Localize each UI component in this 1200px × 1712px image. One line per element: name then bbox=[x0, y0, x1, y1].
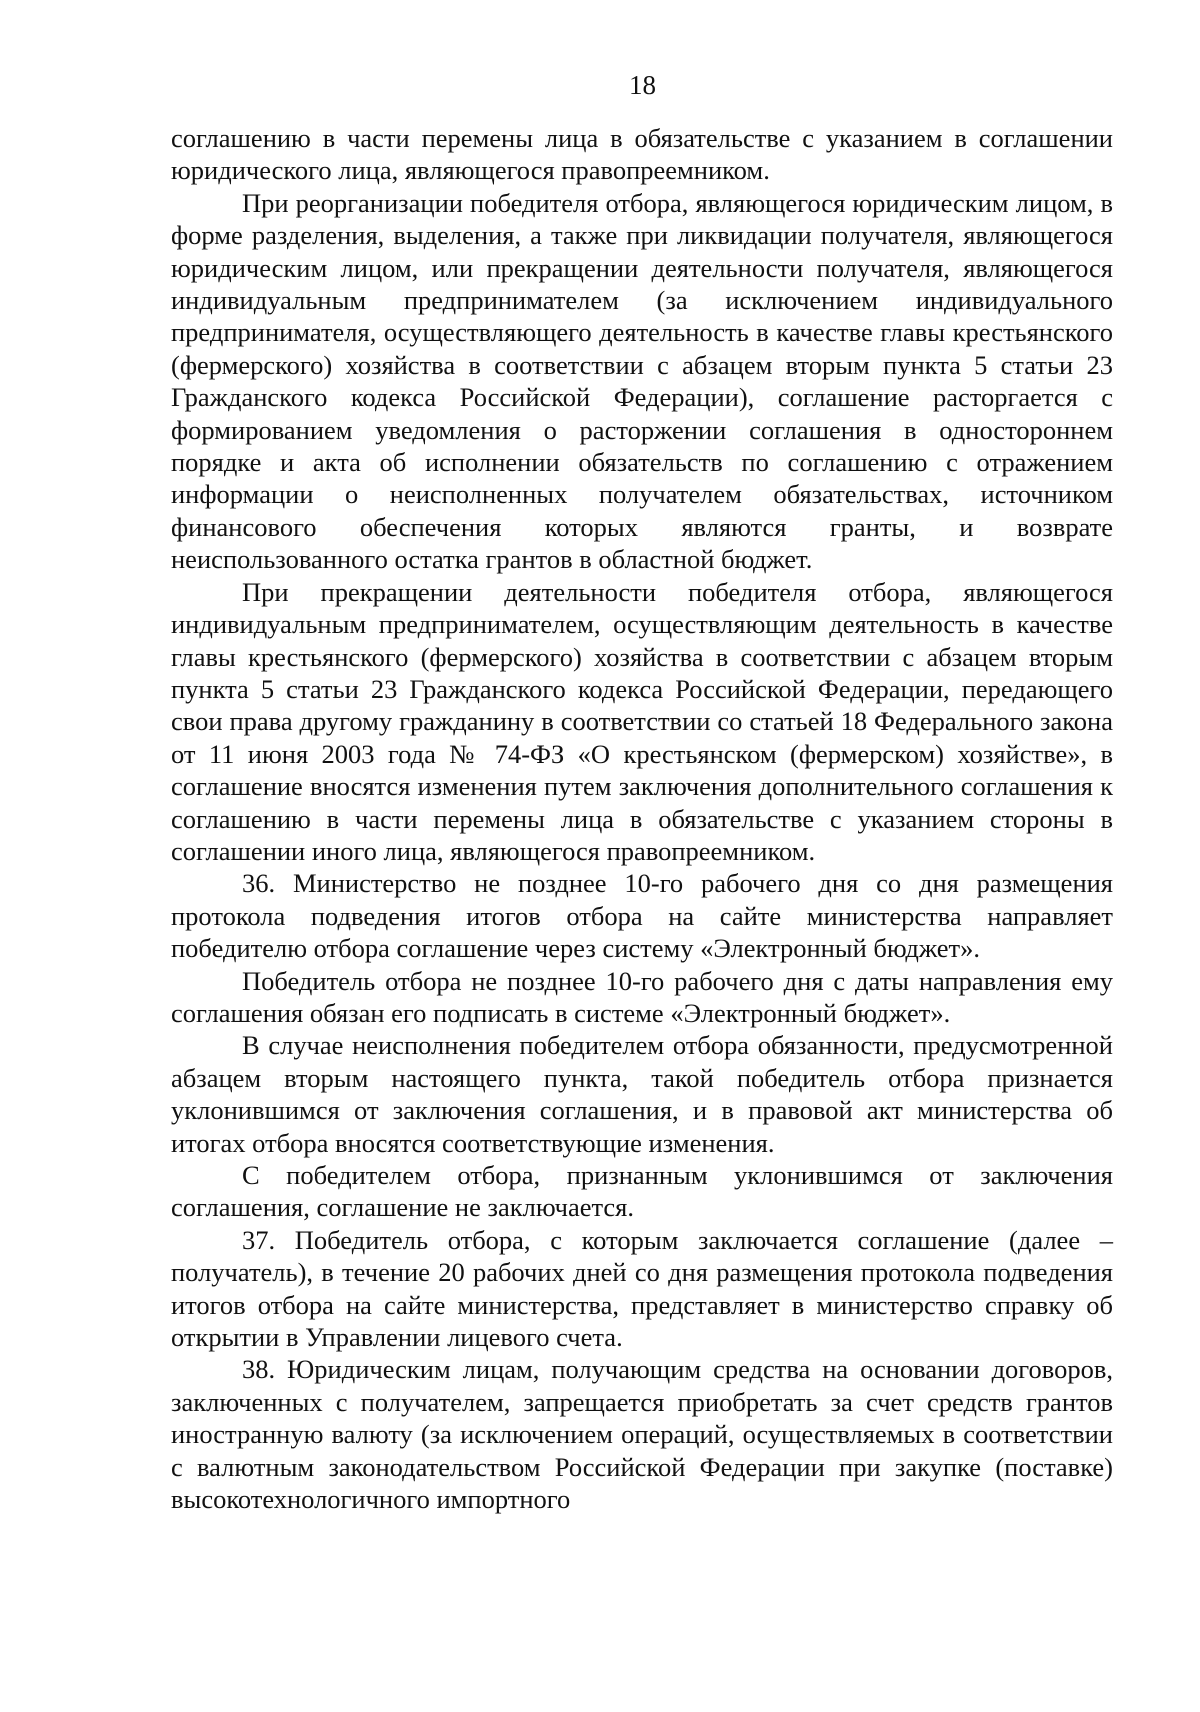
paragraph-termination-farm-head: При прекращении деятельности победителя отбора, являющегося индивидуальным предпринимателем, осуществляющим деятельность в качестве главы крестьянского (фермерского) хозяйства в соответствии с абзацем вторым пункта 5 статьи 23 Гражданского кодекса Российской Федерации, передающего свои права другому гражданину в соответствии со статьей 18 Федерального закона от 11 июня 2003 года № 74-ФЗ «О крестьянском (фермерском) хозяйстве», в соглашение вносятся изменения путем заключения дополнительного соглашения к соглашению в части перемены лица в обязательстве с указанием стороны в соглашении иного лица, являющегося правопреемником. bbox=[171, 576, 1113, 866]
paragraph-continuation: соглашению в части перемены лица в обязательстве с указанием в соглашении юридического лица, являющегося правопреемником. bbox=[171, 123, 1113, 186]
paragraph-item-38: 38. Юридическим лицам, получающим средства на основании договоров, заключенных с получателем, запрещается приобретать за счет средств грантов иностранную валюту (за исключением операций, осуществляемых в соответствии с валютным законодательством Российской Федерации при закупке (поставке) высокотехнологичного импортного bbox=[171, 1354, 1113, 1515]
paragraph-item-37: 37. Победитель отбора, с которым заключается соглашение (далее – получатель), в течение 20 рабочих дней со дня размещения протокола подведения итогов отбора на сайте министерства, представляет в министерство справку об открытии в Управлении лицевого счета. bbox=[171, 1224, 1113, 1353]
document-body bbox=[171, 122, 1113, 1515]
paragraph-item-36: 36. Министерство не позднее 10-го рабочего дня со дня размещения протокола подведения итогов отбора на сайте министерства направляет победителю отбора соглашение через систему «Электронный бюджет». bbox=[171, 868, 1113, 964]
paragraph-evasion: В случае неисполнения победителем отбора обязанности, предусмотренной абзацем вторым настоящего пункта, такой победитель отбора признается уклонившимся от заключения соглашения, и в правовой акт министерства об итогах отбора вносятся соответствующие изменения. bbox=[171, 1030, 1113, 1158]
paragraph-no-agreement: С победителем отбора, признанным уклонившимся от заключения соглашения, соглашение не заключается. bbox=[171, 1160, 1113, 1223]
paragraph-reorganization: При реорганизации победителя отбора, являющегося юридическим лицом, в форме разделения, выделения, а также при ликвидации получателя, являющегося юридическим лицом, или прекращении деятельности получателя, являющегося индивидуальным предпринимателем (за исключением индивидуального предпринимателя, осуществляющего деятельность в качестве главы крестьянского (фермерского) хозяйства в соответствии с абзацем вторым пункта 5 статьи 23 Гражданского кодекса Российской Федерации), соглашение расторгается с формированием уведомления о расторжении соглашения в одностороннем порядке и акта об исполнении обязательств по соглашению с отражением информации о неисполненных получателем обязательствах, источником финансового обеспечения которых являются гранты, и возврате неиспользованного остатка грантов в областной бюджет. bbox=[171, 187, 1113, 575]
page-number: 18 bbox=[629, 70, 656, 100]
paragraph-signing-deadline: Победитель отбора не позднее 10-го рабочего дня с даты направления ему соглашения обязан его подписать в системе «Электронный бюджет». bbox=[171, 965, 1113, 1028]
